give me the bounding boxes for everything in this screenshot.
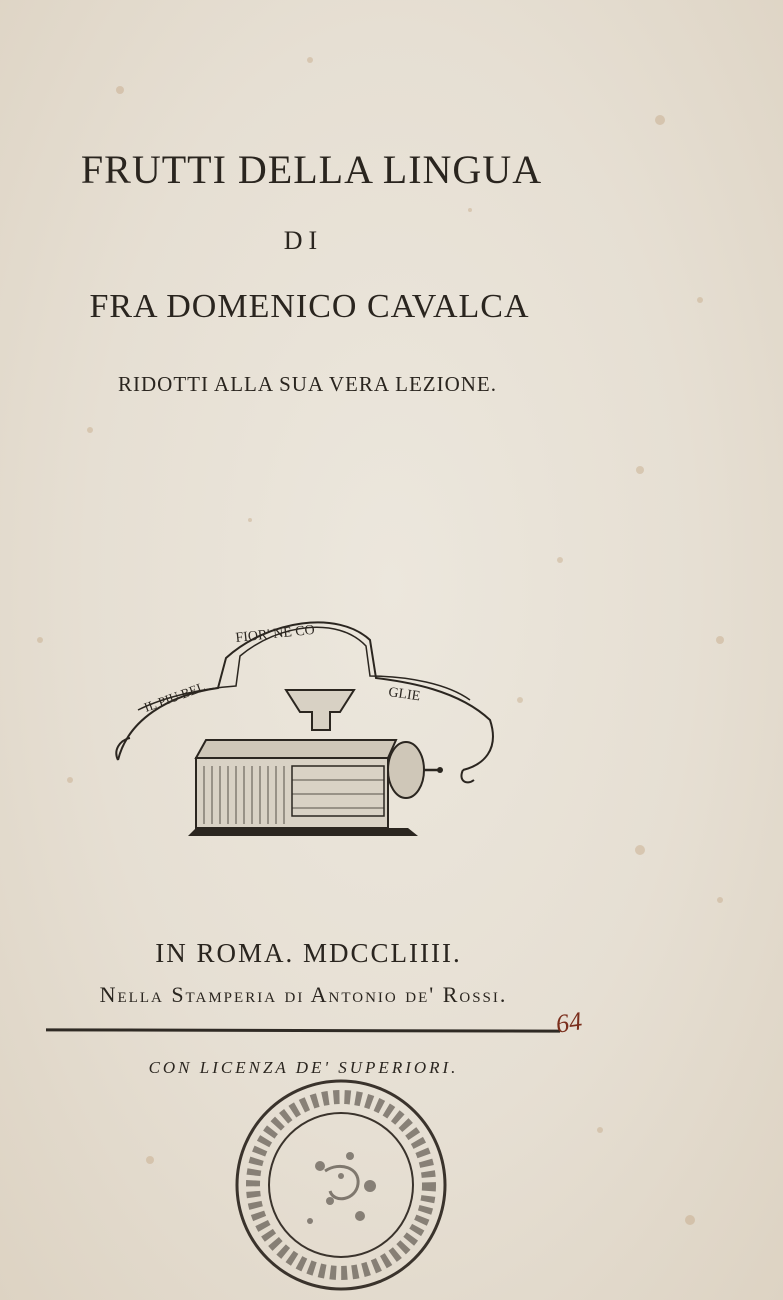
motto-left: IL PIU BEL xyxy=(141,678,207,715)
book-title: FRUTTI DELLA LINGUA xyxy=(80,147,543,192)
imprint-city-date: IN ROMA. MDCCLIIII. xyxy=(155,938,462,968)
motto-middle: FIOR' NE CO xyxy=(234,622,316,646)
handwritten-shelfmark: 64 xyxy=(554,1006,584,1039)
sifting-machine-emblem-icon xyxy=(108,600,500,850)
imprint-printer: Nella Stamperia di Antonio de' Rossi. xyxy=(99,982,508,1007)
motto-right: GLIE xyxy=(387,685,422,705)
author-preposition: DI xyxy=(283,226,324,255)
license-line: CON LICENZA DE' SUPERIORI. xyxy=(148,1058,459,1077)
author-name: FRA DOMENICO CAVALCA xyxy=(89,288,530,325)
library-stamp-icon xyxy=(230,1076,452,1294)
book-subtitle: RIDOTTI ALLA SUA VERA LEZIONE. xyxy=(117,372,497,396)
